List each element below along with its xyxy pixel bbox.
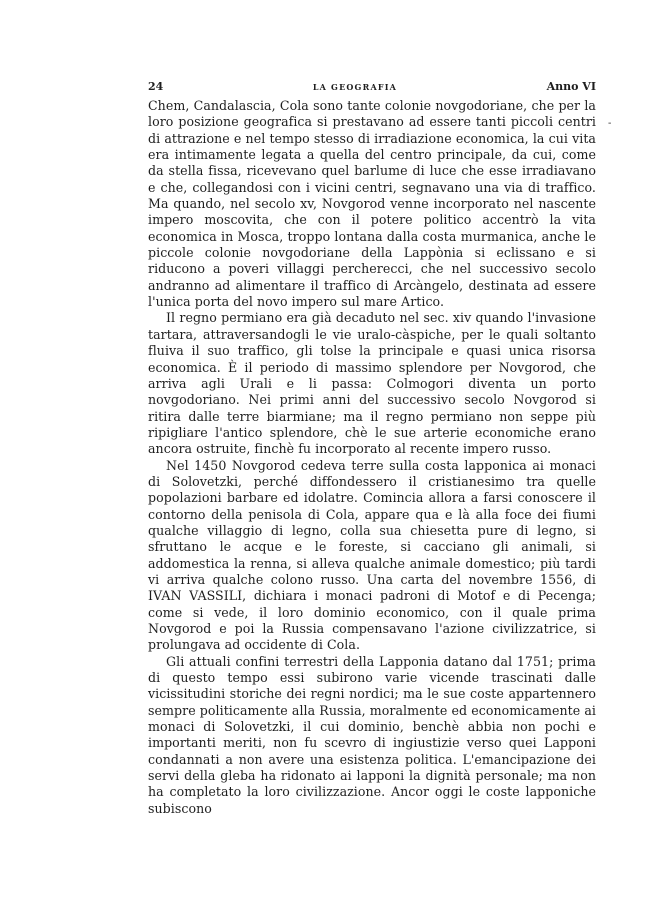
- running-header: [148, 80, 596, 96]
- paragraph-3: Nel 1450 Novgorod cedeva terre sulla costa lapponica ai monaci di Solovetzki, perché diffondessero il cristianesimo tra quelle popolazioni barbare ed idolatre. Comincia allora a farsi conoscere il contorno della penisola di Cola, appare qua e là alla foce dei fiumi qualche villaggio di legno, colla sua chiesetta pure di legno, si sfruttano le acque e le foreste, si cacciano gli animali, si addomestica la renna, si alleva qualche animale domestico; più tardi vi arriva qualche colono russo. Una carta del novembre 1556, di IVAN VASSILI, dichiara i monaci padroni di Motof e di Pecenga; come si vede, il loro dominio economico, con il quale prima Novgorod e poi la Russia compensavano l'azione civilizzatrice, si prolungava ad occidente di Cola.: [148, 457, 596, 653]
- volume-label: Anno VI: [546, 80, 596, 93]
- paragraph-2: Il regno permiano era già decaduto nel sec. xiv quando l'invasione tartara, attraversandogli le vie uralo-càspiche, per le quali soltanto fluiva il suo traffico, gli tolse la principale e quasi unica risorsa economica. È il periodo di massimo splendore per Novgorod, che arriva agli Urali e li passa: Colmogori diventa un porto novgodoriano. Nei primi anni del successivo secolo Novgorod si ritira dalle terre biarmiane; ma il regno permiano non seppe più ripigliare l'antico splendore, chè le sue arterie economiche erano ancora ostruite, finchè fu incorporato al recente impero russo.: [148, 310, 596, 457]
- paragraph-1: Chem, Candalascia, Cola sono tante colonie novgodoriane, che per la loro posizione geografica si prestavano ad essere tanti piccoli centri di attrazione e nel tempo stesso di irradiazione economica, la cui vita era intimamente legata a quella del centro principale, da cui, come da stella fissa, ricevevano quel barlume di luce che esse irradiavano e che, collegandosi con i vicini centri, segnavano una via di traffico. Ma quando, nel secolo xv, Novgorod venne incorporato nel nascente impero moscovita, che con il potere politico accentrò la vita economica in Mosca, troppo lontana dalla costa murmanica, anche le piccole colonie novgodoriane della Lappònia si eclissano e si riducono a poveri villaggi percherecci, che nel successivo secolo andranno ad alimentare il traffico di Arcàngelo, destinata ad essere l'unica porta del novo impero sul mare Artico.: [148, 98, 596, 310]
- margin-mark: -: [608, 118, 612, 129]
- body-text: [148, 98, 596, 817]
- page-number: 24: [148, 80, 164, 93]
- running-title: LA GEOGRAFIA: [312, 82, 398, 92]
- document-page: [148, 80, 596, 817]
- paragraph-4: Gli attuali confini terrestri della Lapponia datano dal 1751; prima di questo tempo essi subirono varie vicende trascinati dalle vicissitudini storiche dei regni nordici; ma le sue coste appartennero sempre politicamente alla Russia, moralmente ed economicamente ai monaci di Solovetzki, il cui dominio, benchè abbia non pochi e importanti meriti, non fu scevro di ingiustizie verso quei Lapponi condannati a non avere una esistenza politica. L'emancipazione dei servi della gleba ha ridonato ai lapponi la dignità personale; ma non ha completato la loro civilizzazione. Ancor oggi le coste lapponiche subiscono: [148, 653, 596, 816]
